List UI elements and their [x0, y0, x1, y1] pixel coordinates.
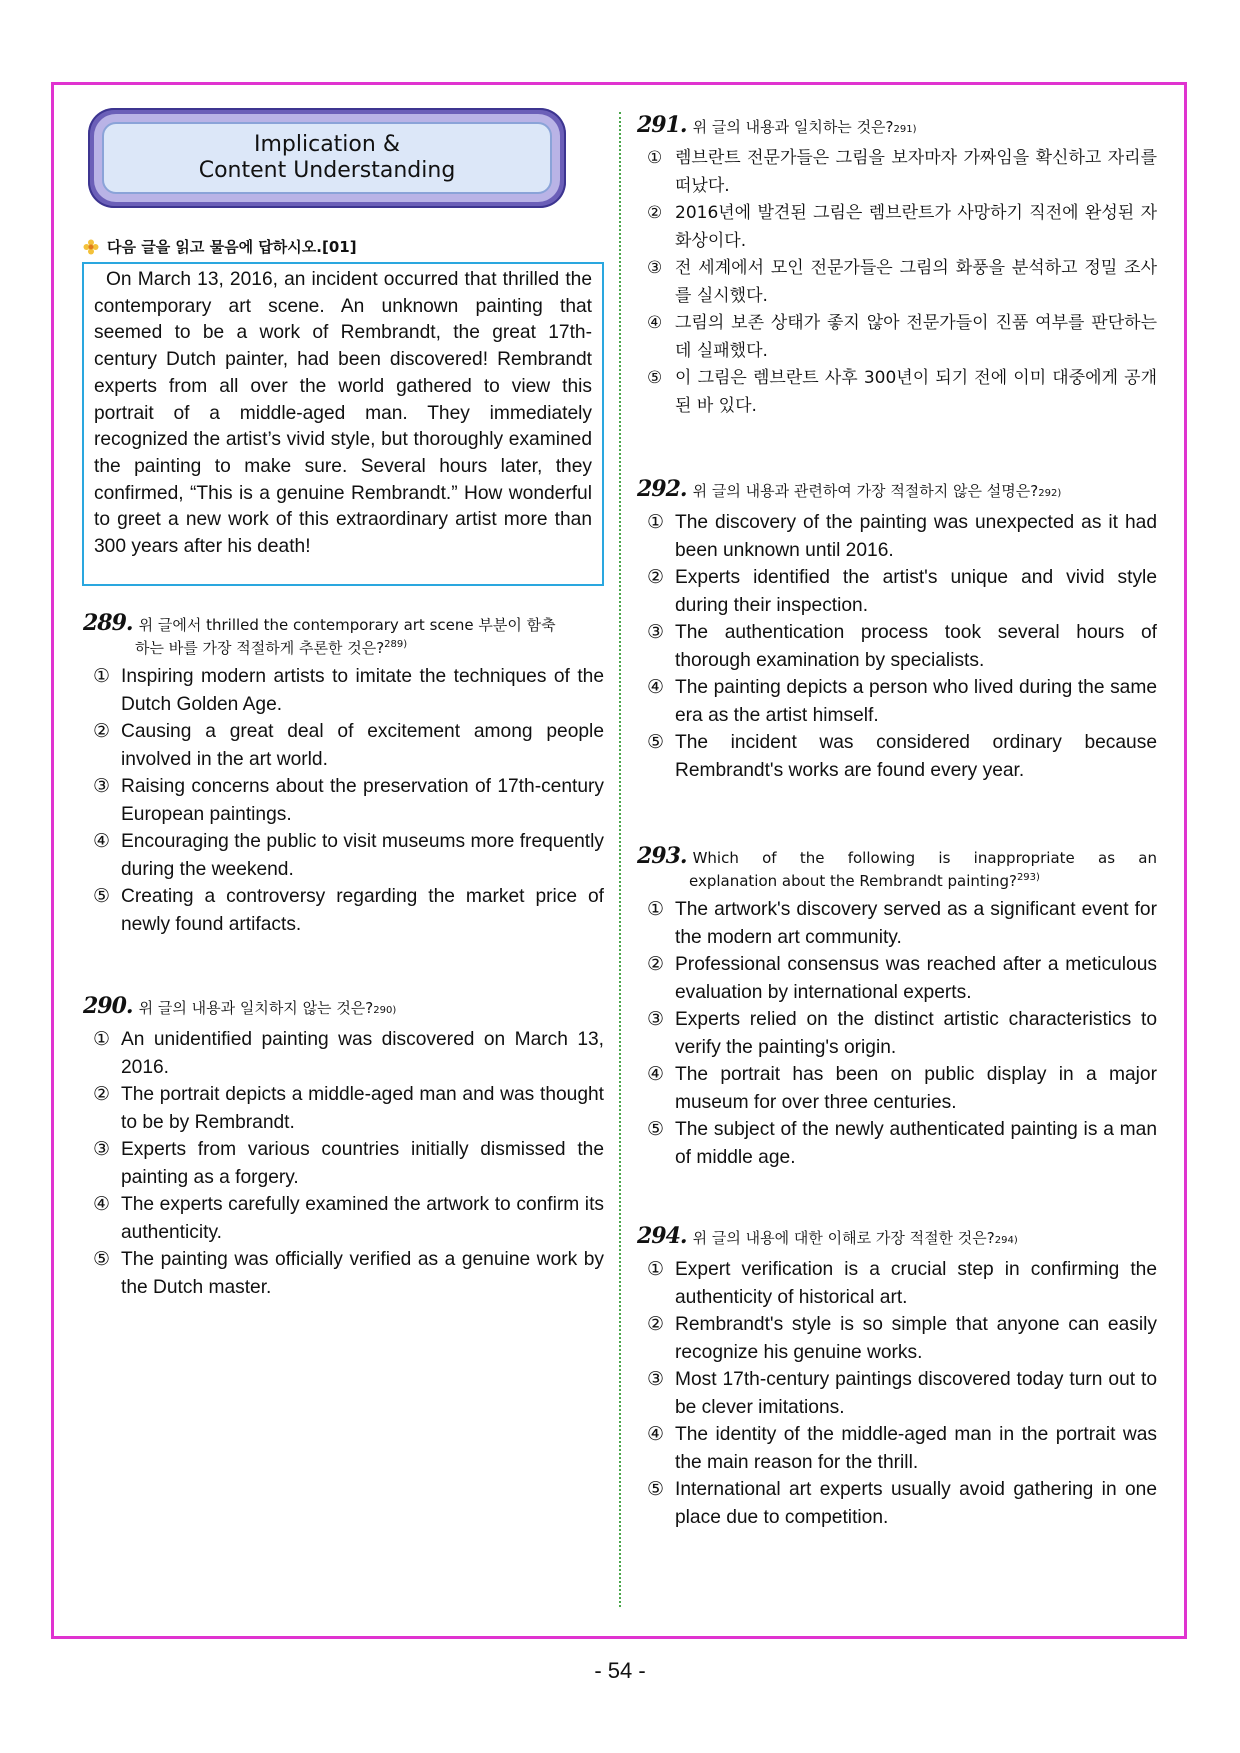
page-number: - 54 - — [594, 1658, 646, 1683]
option-mark: ③ — [647, 1369, 665, 1390]
question-stem-cont: explanation about the Rembrandt painting? — [689, 872, 1017, 890]
answer-option[interactable] — [83, 1191, 604, 1246]
question-stem: 위 글의 내용에 대한 이해로 가장 적절한 것은? — [692, 1229, 995, 1247]
option-text: The subject of the newly authenticated painting is a man of middle age. — [675, 1119, 1157, 1168]
option-text: 2016년에 발견된 그림은 렘브란트가 사망하기 직전에 완성된 자화상이다. — [675, 203, 1157, 251]
option-mark: ④ — [647, 1064, 665, 1085]
option-mark: ③ — [647, 1009, 665, 1030]
question-stem: 위 글의 내용과 일치하지 않는 것은? — [138, 999, 374, 1017]
question-294 — [637, 1225, 1157, 1531]
answer-option[interactable] — [83, 828, 604, 883]
option-text: The artwork's discovery served as a significant event for the modern art community. — [675, 899, 1157, 948]
option-text: The authentication process took several hours of thorough examination by specialists. — [675, 622, 1157, 671]
footnote-ref: 293) — [1016, 872, 1040, 883]
footnote-ref: 290) — [373, 1005, 397, 1016]
answer-option[interactable] — [637, 255, 1157, 310]
option-text: 렘브란트 전문가들은 그림을 보자마자 가짜임을 확신하고 자리를 떠났다. — [675, 148, 1157, 196]
option-text: The experts carefully examined the artwork to confirm its authenticity. — [121, 1194, 604, 1243]
option-text: Experts relied on the distinct artistic characteristics to verify the painting's origin. — [675, 1009, 1157, 1058]
option-text: The portrait depicts a middle-aged man and was thought to be by Rembrandt. — [121, 1084, 604, 1133]
answer-option[interactable] — [637, 365, 1157, 420]
option-mark: ④ — [93, 1194, 111, 1215]
option-mark: ④ — [647, 313, 663, 333]
option-text: Inspiring modern artists to imitate the techniques of the Dutch Golden Age. — [121, 666, 604, 715]
answer-option[interactable] — [637, 619, 1157, 674]
option-mark: ⑤ — [93, 1249, 111, 1270]
option-mark: ① — [647, 899, 665, 920]
answer-option[interactable] — [637, 1006, 1157, 1061]
badge-mid-ring — [94, 114, 560, 202]
answer-option[interactable] — [637, 1061, 1157, 1116]
answer-option[interactable] — [83, 1136, 604, 1191]
question-number: 293. — [637, 843, 687, 869]
question-292 — [637, 478, 1157, 784]
answer-option[interactable] — [83, 773, 604, 828]
column-divider — [619, 112, 621, 1607]
option-mark: ② — [93, 721, 111, 742]
option-mark: ④ — [93, 831, 111, 852]
answer-option[interactable] — [637, 509, 1157, 564]
option-mark: ③ — [647, 258, 663, 278]
question-number: 291. — [637, 112, 687, 138]
option-mark: ④ — [647, 1424, 665, 1445]
instruction — [83, 236, 357, 257]
footnote-ref: 294) — [994, 1235, 1018, 1246]
option-mark: ① — [93, 666, 111, 687]
question-stem: 위 글에서 thrilled the contemporary art scene 부분이 함축 — [138, 616, 556, 634]
option-mark: ① — [647, 1259, 665, 1280]
option-mark: ② — [647, 203, 663, 223]
option-text: The identity of the middle-aged man in the portrait was the main reason for the thrill. — [675, 1424, 1157, 1473]
answer-option[interactable] — [83, 883, 604, 938]
option-text: Experts from various countries initially dismissed the painting as a forgery. — [121, 1139, 604, 1188]
question-number: 294. — [637, 1223, 687, 1249]
option-text: Most 17th-century paintings discovered today turn out to be clever imitations. — [675, 1369, 1157, 1418]
question-289 — [83, 612, 604, 938]
question-290 — [83, 995, 604, 1301]
answer-option[interactable] — [637, 1421, 1157, 1476]
option-mark: ③ — [93, 1139, 111, 1160]
section-title — [102, 122, 552, 194]
option-mark: ② — [93, 1084, 111, 1105]
option-text: The discovery of the painting was unexpected as it had been unknown until 2016. — [675, 512, 1157, 561]
answer-option[interactable] — [637, 1116, 1157, 1171]
option-text: Rembrandt's style is so simple that anyone can easily recognize his genuine works. — [675, 1314, 1157, 1363]
section-title-badge — [88, 108, 566, 208]
flower-icon — [83, 239, 99, 255]
option-text: International art experts usually avoid gathering in one place due to competition. — [675, 1479, 1157, 1528]
option-mark: ① — [647, 148, 663, 168]
option-text: Raising concerns about the preservation of 17th-century European paintings. — [121, 776, 604, 825]
option-text: 이 그림은 렘브란트 사후 300년이 되기 전에 이미 대중에게 공개된 바 있다. — [675, 368, 1157, 416]
answer-option[interactable] — [83, 663, 604, 718]
answer-option[interactable] — [637, 1311, 1157, 1366]
option-text: An unidentified painting was discovered on March 13, 2016. — [121, 1029, 604, 1078]
question-stem: 위 글의 내용과 일치하는 것은? — [692, 118, 894, 136]
option-text: Professional consensus was reached after a meticulous evaluation by international experts. — [675, 954, 1157, 1003]
answer-option[interactable] — [637, 896, 1157, 951]
option-text: 전 세계에서 모인 전문가들은 그림의 화풍을 분석하고 정밀 조사를 실시했다. — [675, 258, 1157, 306]
option-mark: ② — [647, 1314, 665, 1335]
reading-passage — [82, 262, 604, 586]
answer-option[interactable] — [637, 1256, 1157, 1311]
answer-option[interactable] — [637, 1476, 1157, 1531]
answer-option[interactable] — [637, 1366, 1157, 1421]
option-text: The portrait has been on public display in a major museum for over three centuries. — [675, 1064, 1157, 1113]
answer-option[interactable] — [637, 729, 1157, 784]
option-text: 그림의 보존 상태가 좋지 않아 전문가들이 진품 여부를 판단하는 데 실패했다. — [675, 313, 1157, 361]
answer-option[interactable] — [83, 1026, 604, 1081]
option-text: Creating a controversy regarding the market price of newly found artifacts. — [121, 886, 604, 935]
option-text: Encouraging the public to visit museums more frequently during the weekend. — [121, 831, 604, 880]
option-mark: ③ — [647, 622, 665, 643]
question-stem: 위 글의 내용과 관련하여 가장 적절하지 않은 설명은? — [692, 482, 1039, 500]
option-text: Experts identified the artist's unique and vivid style during their inspection. — [675, 567, 1157, 616]
question-stem: Which of the following is inappropriate as an — [692, 849, 1157, 867]
question-number: 292. — [637, 476, 687, 502]
option-mark: ② — [647, 954, 665, 975]
answer-option[interactable] — [637, 674, 1157, 729]
option-mark: ⑤ — [93, 886, 111, 907]
option-mark: ① — [93, 1029, 111, 1050]
answer-option[interactable] — [637, 200, 1157, 255]
question-number: 290. — [83, 993, 133, 1019]
passage-text: On March 13, 2016, an incident occurred that thrilled the contemporary art scene. An unknown painting that seemed to be a work of Rembrandt, the great 17th-century Dutch painter, had been discovered! Rembrandt experts from all over the world gathered to view this portrait of a middle-aged man. They immediately recognized the artist’s vivid style, but thoroughly examined the painting to make sure. Several hours later, they confirmed, “This is a genuine Rembrandt.” How wonderful to greet a new work of this extraordinary artist more than 300 years after his death! — [94, 269, 592, 558]
answer-option[interactable] — [83, 1081, 604, 1136]
section-title-line1: Implication & — [254, 132, 400, 157]
option-mark: ① — [647, 512, 665, 533]
option-text: The incident was considered ordinary because Rembrandt's works are found every year. — [675, 732, 1157, 781]
option-text: Expert verification is a crucial step in confirming the authenticity of historical art. — [675, 1259, 1157, 1308]
answer-option[interactable] — [637, 145, 1157, 200]
section-title-line2: Content Understanding — [198, 158, 456, 183]
instruction-text: 다음 글을 읽고 물음에 답하시오.[01] — [107, 238, 357, 256]
footnote-ref: 289) — [384, 639, 408, 650]
option-mark: ⑤ — [647, 1119, 665, 1140]
option-text: Causing a great deal of excitement among people involved in the art world. — [121, 721, 604, 770]
answer-option[interactable] — [637, 564, 1157, 619]
option-text: The painting was officially verified as a genuine work by the Dutch master. — [121, 1249, 604, 1298]
footnote-ref: 291) — [893, 124, 917, 135]
option-mark: ④ — [647, 677, 665, 698]
answer-option[interactable] — [83, 1246, 604, 1301]
question-293 — [637, 845, 1157, 1171]
option-mark: ⑤ — [647, 1479, 665, 1500]
answer-option[interactable] — [637, 951, 1157, 1006]
question-291 — [637, 114, 1157, 420]
answer-option[interactable] — [83, 718, 604, 773]
question-number: 289. — [83, 610, 133, 636]
footnote-ref: 292) — [1038, 488, 1062, 499]
option-text: The painting depicts a person who lived during the same era as the artist himself. — [675, 677, 1157, 726]
question-stem-cont: 하는 바를 가장 적절하게 추론한 것은? — [135, 639, 385, 657]
option-mark: ③ — [93, 776, 111, 797]
answer-option[interactable] — [637, 310, 1157, 365]
option-mark: ⑤ — [647, 732, 665, 753]
option-mark: ② — [647, 567, 665, 588]
option-mark: ⑤ — [647, 368, 663, 388]
